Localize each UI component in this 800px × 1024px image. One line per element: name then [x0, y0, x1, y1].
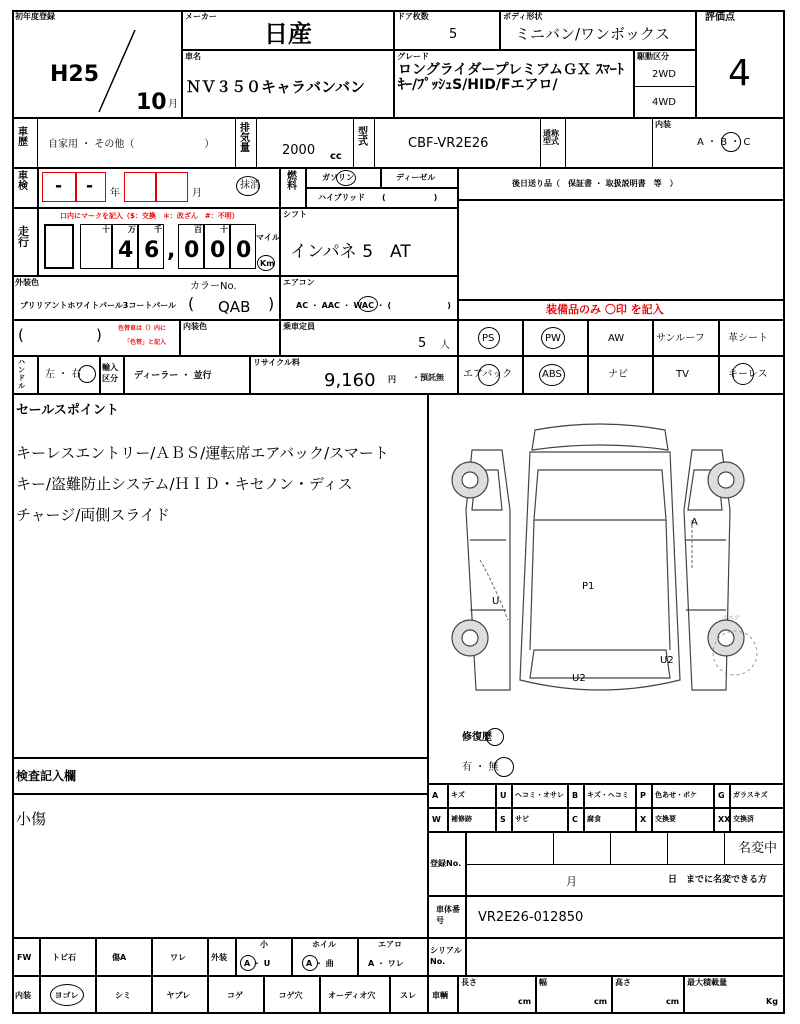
interior-value: A ・ B ・ C [697, 137, 751, 148]
opt-abs-circle [539, 364, 565, 386]
history-value: 自家用 ・ その他（ ） [48, 139, 215, 150]
drive-divider [634, 86, 696, 87]
legend-desc: 腐食 [587, 815, 601, 823]
docs-area [458, 200, 785, 300]
damage-mark-u2-rear: U2 [572, 673, 586, 684]
maker-value: 日産 [264, 20, 312, 48]
aircon-value: AC ・ AAC ・ WAC ・ ( ) [296, 301, 451, 310]
reg-seg-3 [667, 832, 668, 864]
opt-aw-label: AW [608, 333, 625, 344]
b-ware-label: ワレ [170, 953, 186, 962]
opt-airbag-circle [478, 364, 500, 386]
drive-2wd: 2WD [652, 69, 676, 80]
drive-4wd: 4WD [652, 97, 676, 108]
repair-value: 有 ・ 無 [462, 762, 499, 773]
fuel-other: ( ) [382, 193, 438, 202]
b-aero-label: エアロ [378, 940, 402, 949]
opt-ps-circle [478, 327, 500, 349]
options-header: 装備品のみ 〇印 を記入 [546, 303, 664, 316]
grade-label: グレード [397, 52, 429, 61]
history-label: 車歴 [18, 127, 28, 148]
car-name-label: 車名 [185, 52, 201, 61]
recycle-label: リサイクル料 [253, 358, 300, 367]
b-hei-unit: cm [666, 997, 680, 1006]
shaken-none: 抹消 [240, 180, 260, 191]
fw-label: FW [17, 953, 32, 962]
damage-mark-u2-right: U2 [660, 655, 674, 666]
score-label: 評価点 [705, 12, 735, 23]
b-small-circle [240, 955, 256, 971]
car-diagram [430, 410, 783, 730]
maker-label: メーカー [185, 12, 217, 21]
legend-desc: 色あせ・ボケ [655, 791, 697, 799]
b-serial-label: シリアルNo. [430, 946, 462, 966]
repair-label-circle [486, 728, 504, 746]
reg-day-note: 日 までに名変できる方 [668, 875, 768, 885]
body-value: ミニバン/ワンボックス [515, 25, 670, 43]
month-box-2 [156, 172, 188, 202]
insp-notes-label: 検査記入欄 [16, 769, 77, 783]
model-label: 型式 [358, 127, 368, 148]
shift-value: インパネ 5 AT [290, 242, 411, 262]
interior-damage-label: オーディオ穴 [328, 991, 376, 1000]
drive-label: 駆動区分 [637, 52, 669, 61]
legend-desc: 補修跡 [451, 815, 472, 823]
doors-label: ドア枚数 [397, 12, 429, 21]
repaint-paren-open: ( [18, 326, 24, 344]
fuel-gas: ガソリン [322, 173, 354, 182]
spare-label: スペア [722, 615, 741, 622]
shaken-circle [236, 176, 260, 196]
disp-label: 排気量 [240, 123, 250, 154]
reg-slash [95, 28, 140, 114]
recycle-value: 9,160 [324, 370, 376, 391]
docs-label: 後日送り品（ 保証書 ・ 取扱説明書 等 ） [512, 179, 678, 188]
damage-mark-p1: P1 [582, 581, 595, 592]
interior-damage-label: コゲ穴 [278, 991, 303, 1000]
mileage-note: 口内にマークを記入（$：交換 ＊：改ざん #：不明） [60, 212, 239, 220]
legend-desc: 交換済 [733, 815, 754, 823]
interior-damage-label: ヨゴレ [54, 991, 79, 1000]
reg-seg-2 [610, 832, 611, 864]
model-value: CBF-VR2E26 [408, 136, 489, 151]
opt-pw-label: PW [545, 333, 561, 344]
legend-desc: 交換要 [655, 815, 676, 823]
recycle-unit: 円 [388, 375, 396, 384]
legend-code: C [572, 815, 578, 824]
sales-line-2: キー/盗難防止システム/ＨＩＤ・キセノン・ディス [16, 475, 353, 493]
handle-value: 左 ・ 右 [45, 369, 82, 380]
mileage-digit-5: 0 [236, 238, 252, 263]
interior-damage-label: コゲ [227, 991, 243, 1000]
legend-code: G [718, 791, 725, 800]
mileage-digit-3: 0 [184, 238, 200, 263]
legend-desc: キズ [451, 791, 465, 799]
b-hei-label: 高さ [615, 978, 631, 987]
registration-label: 登録No. [430, 859, 462, 868]
color-code-paren: ( [188, 294, 195, 313]
fuel-label: 燃料 [287, 171, 297, 192]
opt-keyless-circle [732, 363, 754, 385]
b-len-label: 長さ [461, 978, 477, 987]
opt-keyless-label: キーレス [728, 369, 768, 380]
legend-desc: ガラスキズ [733, 791, 768, 799]
grade-value: ロングライダープレミアムＧＸ ｽﾏｰﾄｷｰ/ﾌﾟｯｼｭS/HID/Fエアロ/ [398, 62, 624, 93]
repaint-note-2: 「色替」と記入 [124, 339, 167, 346]
interior-circle [721, 132, 741, 152]
mileage-digit-2: 6 [144, 238, 160, 263]
interior-damage-label: ヤブレ [166, 991, 191, 1000]
legend-desc: ヘコミ・オサレ [515, 791, 564, 799]
capacity-label: 乗車定員 [283, 322, 315, 331]
aircon-circle [358, 296, 378, 312]
b-wt-label: 最大積載量 [687, 978, 727, 987]
insp-notes-body [12, 794, 428, 938]
sales-label: セールスポイント [16, 403, 119, 418]
legend-code: W [432, 815, 441, 824]
year-unit: 年 [110, 188, 120, 199]
legend-code: P [640, 791, 646, 800]
b-wid-label: 幅 [539, 978, 547, 987]
year-dash-2: - [86, 176, 94, 196]
legend-code: A [432, 791, 439, 800]
legend-code: U [500, 791, 507, 800]
ext-color-value: ブリリアントホワイトパール3コートパール [20, 301, 177, 310]
mileage-label: 走行 [18, 225, 29, 249]
b-tobi-label: トビ石 [52, 953, 76, 962]
b-wt-unit: Kg [766, 997, 778, 1006]
km-circle [257, 255, 275, 271]
b-wid-unit: cm [594, 997, 608, 1006]
interior-damage-label: シミ [115, 991, 131, 1000]
handle-label: ハンドル [18, 358, 25, 390]
opt-leather-label: 革シート [728, 333, 768, 344]
shift-label: シフト [283, 210, 307, 219]
b-wheel-value: A ・ 曲 [306, 959, 334, 968]
mileage-unit-ju: 十 [220, 225, 228, 234]
mileage-unit-hyaku: 百 [194, 225, 202, 234]
b-len-unit: cm [518, 997, 532, 1006]
opt-airbag-label: エアバック [463, 369, 513, 380]
b-small-value: A ・ U [244, 959, 271, 968]
b-int-label: 内装 [15, 991, 31, 1000]
b-ext-label: 外装 [211, 953, 227, 962]
chassis-label: 車体番号 [436, 905, 460, 925]
opt-navi-label: ナビ [608, 369, 628, 380]
b-aero-value: A ・ ワレ [368, 959, 404, 968]
recycle-note: ・預託無 [412, 373, 444, 382]
reg-label: 初年度登録 [15, 12, 55, 21]
interior-label: 内装 [655, 120, 671, 129]
inspection-label: 車検 [18, 171, 28, 192]
month-unit: 月 [192, 188, 202, 199]
yogore-circle [50, 984, 84, 1006]
reg-month-unit: 月 [168, 99, 178, 110]
name-change: 名変中 [738, 841, 778, 856]
insp-notes-value: 小傷 [16, 810, 47, 828]
year-dash-1: - [55, 176, 63, 196]
mileage-box-0 [44, 224, 74, 269]
damage-mark-u: U [492, 596, 500, 607]
fuel-circle [336, 170, 356, 186]
b-size-label: 車輌 [432, 991, 448, 1000]
legend-code: S [500, 815, 506, 824]
sales-line-3: チャージ/両側スライド [16, 506, 170, 524]
capacity-unit: 人 [440, 340, 450, 351]
reg-month-unit-2: 月 [566, 875, 577, 888]
opt-pw-circle [541, 327, 565, 349]
reg-month: 10 [136, 90, 167, 115]
ext-color-label: 外装色 [15, 278, 39, 287]
opt-tv-label: TV [676, 369, 689, 380]
reg-seg-4 [724, 832, 725, 864]
opt-ps-label: PS [482, 333, 495, 344]
import-value: ディーラー ・ 並行 [134, 371, 212, 381]
opt-sunroof-label: サンルーフ [656, 333, 705, 344]
registration-divider [466, 864, 785, 865]
opt-abs-label: ABS [542, 369, 562, 380]
legend-code: XX [718, 815, 731, 824]
import-label: 輸入区分 [102, 363, 118, 383]
handle-circle [78, 365, 96, 383]
reg-era: H25 [50, 62, 100, 87]
doors-value: 5 [449, 27, 458, 42]
mileage-km: Km [260, 259, 275, 268]
disp-value: 2000 [282, 143, 316, 158]
fuel-hybrid: ハイブリッド [318, 193, 366, 202]
legend-code: X [640, 815, 647, 824]
mileage-comma: , [167, 238, 176, 263]
aircon-label: エアコン [283, 278, 315, 287]
b-kizu-label: 傷A [112, 953, 127, 962]
repair-label: 修復歴 [462, 732, 492, 743]
mileage-unit-man: 万 [128, 225, 136, 234]
mileage-digit-1: 4 [118, 238, 134, 263]
sales-line-1: キーレスエントリー/ＡＢＳ/運転席エアバック/スマート [16, 444, 389, 462]
body-label: ボディ形状 [503, 12, 543, 21]
b-serial-value [466, 938, 785, 976]
mileage-unit-ju-man: 十 [102, 225, 110, 234]
fuel-diesel: ディーゼル [396, 173, 436, 182]
chassis-value: VR2E26-012850 [478, 910, 584, 925]
legend-desc: サビ [515, 815, 529, 823]
capacity-value: 5 [418, 336, 427, 351]
damage-mark-a: A [691, 517, 698, 528]
repaint-paren-close: ) [96, 326, 102, 344]
color-code-label: カラーNo. [190, 281, 237, 292]
common-label: 通称型式 [543, 129, 559, 146]
b-wheel-circle [302, 955, 318, 971]
repair-circle [494, 757, 514, 777]
legend-code: B [572, 791, 579, 800]
mileage-mile: マイル [256, 233, 280, 242]
score-value: 4 [728, 53, 751, 94]
interior-damage-label: スレ [400, 991, 416, 1000]
int-color-label: 内装色 [183, 322, 207, 331]
reg-seg-1 [553, 832, 554, 864]
b-wid [536, 976, 612, 1014]
color-code-value: QAB [218, 298, 251, 316]
b-small-label: 小 [260, 940, 268, 949]
mileage-digit-4: 0 [210, 238, 226, 263]
month-box-1 [124, 172, 156, 202]
color-code-paren-close: ) [268, 294, 275, 313]
mileage-unit-sen: 千 [154, 225, 162, 234]
car-name-value: ＮＶ３５０キャラバンバン [186, 78, 365, 96]
repaint-note-1: 色替車は（）内に [118, 325, 167, 332]
b-wheel-label: ホイル [312, 940, 336, 949]
legend-desc: キズ・ヘコミ [587, 791, 629, 799]
disp-unit: cc [330, 151, 342, 162]
